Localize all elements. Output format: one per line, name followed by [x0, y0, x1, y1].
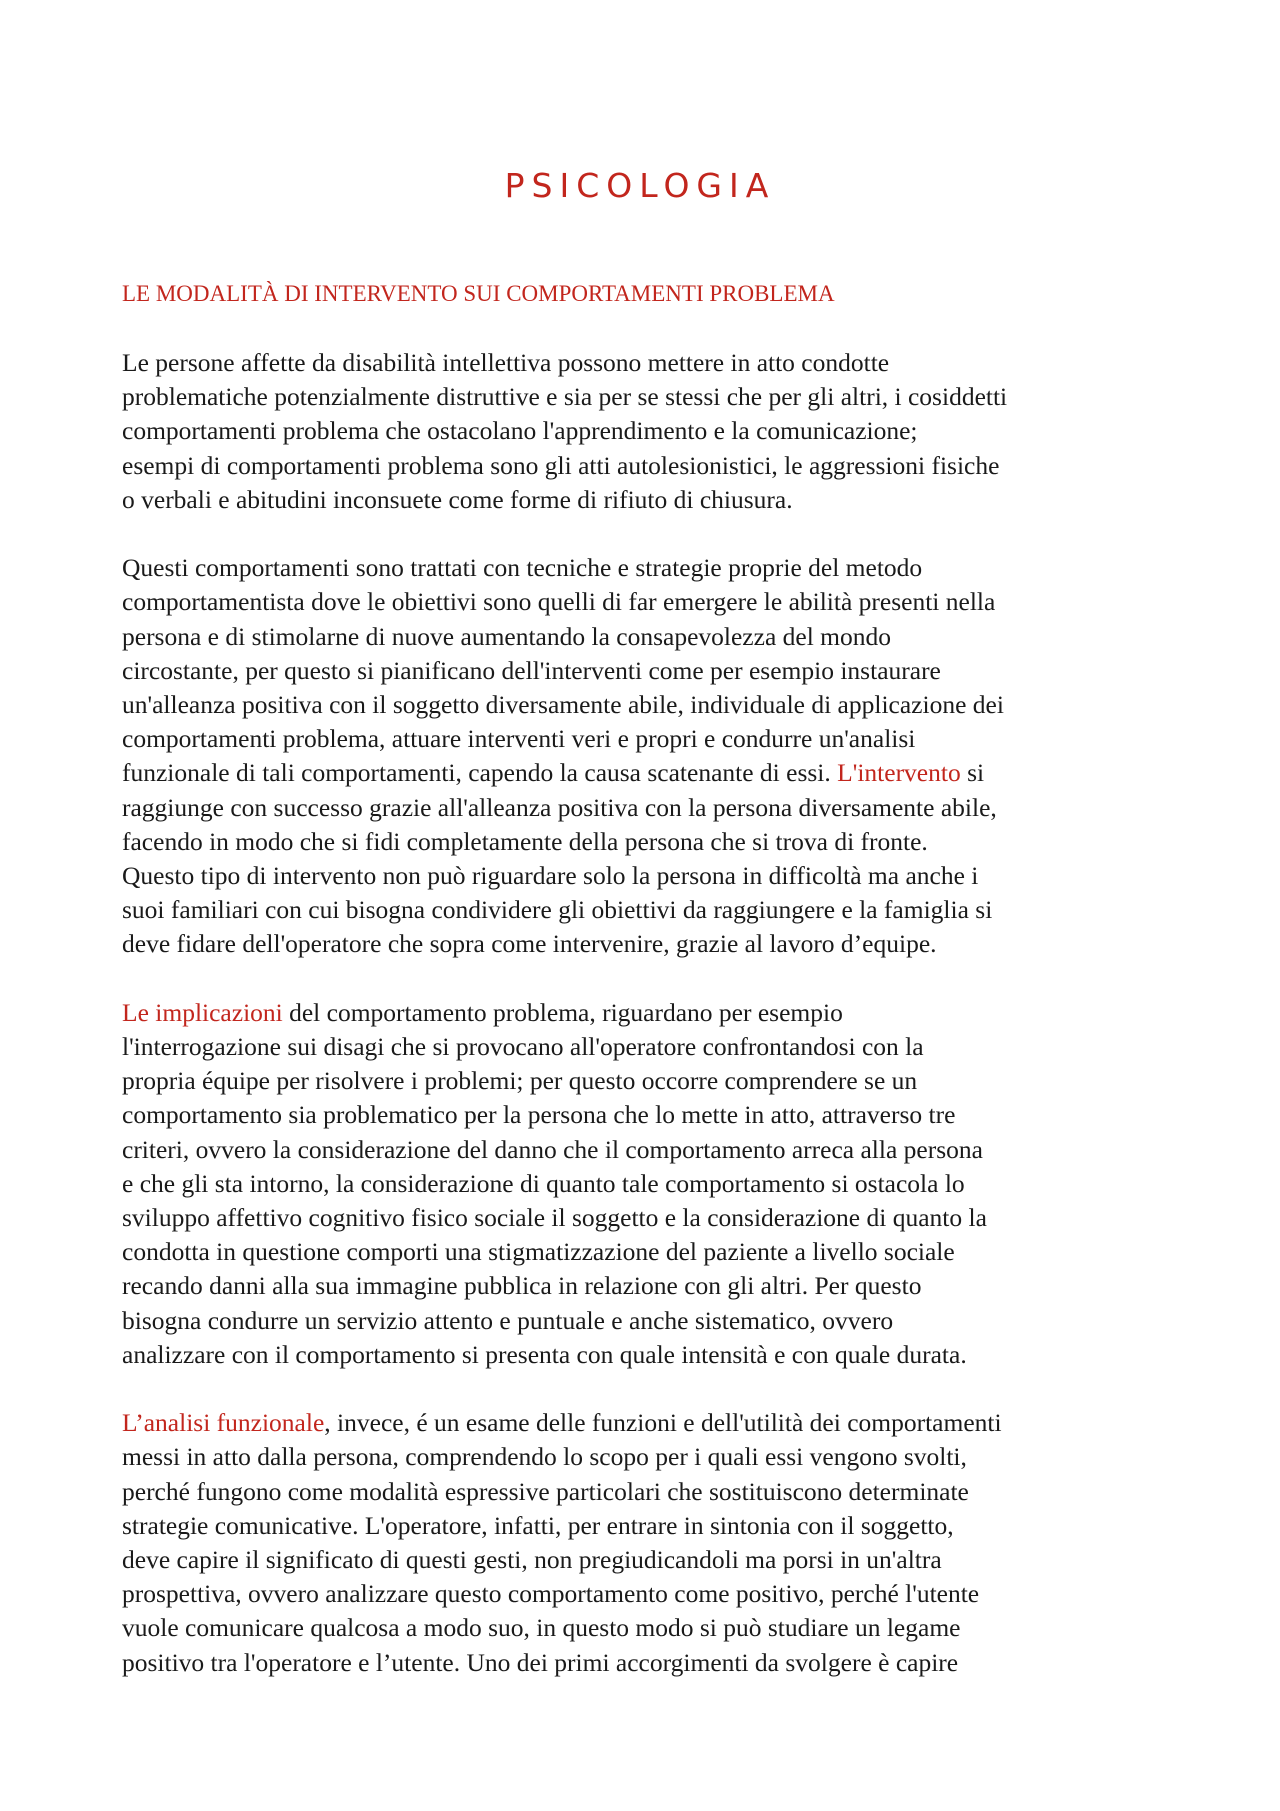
text-line: comportamenti problema, attuare interventi veri e propri e condurre un'analisi [122, 724, 916, 754]
line-text: del comportamento problema, riguardano per esempio [282, 997, 843, 1027]
text-line-with-highlight [122, 996, 1172, 1030]
text-line: persona e di stimolarne di nuove aumentando la consapevolezza del mondo [122, 621, 891, 651]
text-line: Questo tipo di intervento non può riguardare solo la persona in difficoltà ma anche i [122, 861, 979, 891]
text-line: Le persone affette da disabilità intellettiva possono mettere in atto condotte [122, 348, 890, 377]
text-line: deve capire il significato di questi gesti, non pregiudicandoli ma porsi in un'altra [122, 1545, 942, 1575]
text-line: condotta in questione comporti una stigmatizzazione del paziente a livello sociale [122, 1237, 955, 1267]
text-line: circostante, per questo si pianificano dell'interventi come per esempio instaurare [122, 655, 941, 685]
text-line: prospettiva, ovvero analizzare questo comportamento come positivo, perché l'utente [122, 1579, 980, 1609]
text-line-with-highlight [122, 756, 1172, 790]
paragraph-4 [122, 1406, 1172, 1680]
highlighted-term: Le implicazioni [122, 997, 283, 1027]
text-line: messi in atto dalla persona, comprendendo lo scopo per i quali essi vengono svolti, [122, 1442, 967, 1472]
text-line-with-highlight [122, 1406, 1172, 1440]
section-heading: LE MODALITÀ DI INTERVENTO SUI COMPORTAMENTI PROBLEMA [122, 281, 835, 306]
text-line: raggiunge con successo grazie all'alleanza positiva con la persona diversamente abile, [122, 792, 997, 822]
text-line: strategie comunicative. L'operatore, infatti, per entrare in sintonia con il soggetto, [122, 1510, 954, 1540]
paragraph-3 [122, 996, 1172, 1372]
text-line: sviluppo affettivo cognitivo fisico sociale il soggetto e la considerazione di quanto la [122, 1203, 987, 1233]
text-line: vuole comunicare qualcosa a modo suo, in questo modo si può studiare un legame [122, 1613, 961, 1643]
line-text: , invece, é un esame delle funzioni e dell'utilità dei comportamenti [324, 1408, 1002, 1438]
text-line: o verbali e abitudini inconsuete come forme di rifiuto di chiusura. [122, 484, 793, 514]
line-text: funzionale di tali comportamenti, capendo la causa scatenante di essi. [122, 758, 838, 788]
text-line: comportamento sia problematico per la persona che lo mette in atto, attraverso tre [122, 1100, 956, 1130]
paragraph-2 [122, 551, 1172, 961]
text-line: bisogna condurre un servizio attento e puntuale e anche sistematico, ovvero [122, 1305, 894, 1335]
text-line: e che gli sta intorno, la considerazione di quanto tale comportamento si ostacola lo [122, 1168, 965, 1198]
text-line: propria équipe per risolvere i problemi; per questo occorre comprendere se un [122, 1066, 918, 1096]
text-line: esempi di comportamenti problema sono gli atti autolesionistici, le aggressioni fisiche [122, 450, 1000, 480]
document-body [122, 346, 1172, 1714]
text-line: suoi familiari con cui bisogna condividere gli obiettivi da raggiungere e la famiglia si [122, 895, 993, 925]
highlighted-term: L’analisi funzionale [122, 1408, 325, 1438]
text-line: comportamenti problema che ostacolano l'apprendimento e la comunicazione; [122, 416, 918, 446]
text-line: criteri, ovvero la considerazione del danno che il comportamento arreca alla persona [122, 1134, 983, 1164]
text-line: comportamentista dove le obiettivi sono quelli di far emergere le abilità presenti nella [122, 587, 996, 617]
text-line: un'alleanza positiva con il soggetto diversamente abile, individuale di applicazione dei [122, 690, 1004, 720]
text-line: positivo tra l'operatore e l’utente. Uno dei primi accorgimenti da svolgere è capire [122, 1647, 959, 1677]
text-line: recando danni alla sua immagine pubblica in relazione con gli altri. Per questo [122, 1271, 922, 1301]
text-line: l'interrogazione sui disagi che si provocano all'operatore confrontandosi con la [122, 1032, 924, 1062]
page-title: PSICOLOGIA [504, 166, 776, 205]
text-line: perché fungono come modalità espressive particolari che sostituiscono determinate [122, 1476, 969, 1506]
text-line: facendo in modo che si fidi completamente della persona che si trova di fronte. [122, 826, 928, 856]
paragraph-1 [122, 346, 1172, 517]
text-line: deve fidare dell'operatore che sopra come intervenire, grazie al lavoro d’equipe. [122, 929, 937, 959]
text-line: problematiche potenzialmente distruttive e sia per se stessi che per gli altri, i cosiddetti [122, 382, 1008, 412]
highlighted-term: L'intervento [837, 758, 961, 788]
text-line: Questi comportamenti sono trattati con tecniche e strategie proprie del metodo [122, 553, 923, 583]
text-line: analizzare con il comportamento si presenta con quale intensità e con quale durata. [122, 1339, 967, 1369]
line-text: si [960, 758, 985, 788]
